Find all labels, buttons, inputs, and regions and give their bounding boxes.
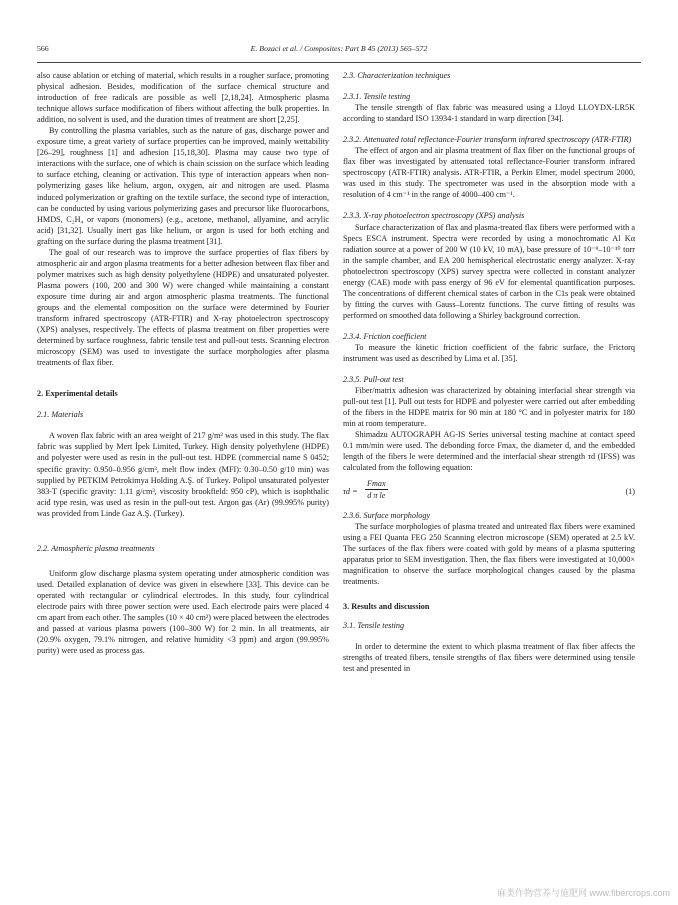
section-heading: 3. Results and discussion bbox=[343, 601, 430, 611]
paragraph: The goal of our research was to improve the surface properties of flax fibers by atmospheric air and argon plasma treatments for a better adhesion between flax fiber and polymer matrixes such as high density polyethylene (HDPE) and unsaturated polyester. Plasma powers (100, 200 and 300 W) were changed while maintaining a constant exposure time during air and argon atmospheric plasma treatments. The functional groups and the elemental composition on the surface were determined by Fourier transform infrared spectroscopy (ATR-FTIR) and X-ray photoelectron spectroscopy (XPS) analyses, respectively. The effects of plasma treatment on fiber properties were determined by surface roughness, fabric tensile test and pull-out tests. Scanning electron microscopy (SEM) was used to investigate the surface morphologies after plasma treatments of flax fiber. bbox=[37, 247, 329, 368]
subsection-heading: 2.3. Characterization techniques bbox=[343, 71, 451, 80]
subsection-heading: 2.3.5. Pull-out test bbox=[343, 375, 404, 385]
equation-fraction bbox=[365, 478, 388, 501]
subsection-heading: 3.1. Tensile testing bbox=[343, 620, 405, 630]
right-column bbox=[343, 70, 635, 674]
subsection-heading: 2.3.3. X-ray photoelectron spectroscopy (XPS) analysis bbox=[343, 211, 525, 221]
left-column bbox=[37, 70, 329, 656]
paragraph: The effect of argon and air plasma treatment of flax fiber on the functional groups of flax fiber was investigated by attenuated total reflectance-Fourier transform infrared spectroscopy (ATR-FTIR) analysis. ATR-FTIR, a Perkin Elmer, model spectrum 2000, was used in this study. The spectrometer was used in the absorption mode with a resolution of 4 cm⁻¹ in the range of 4000–400 cm⁻¹. bbox=[343, 146, 635, 200]
paragraph: The surface morphologies of plasma treated and untreated flax fibers were examined using a FEI Quanta FEG 250 Scanning electron microscope (SEM) operated at 2.5 kV. The surfaces of the flax fibers were coated with gold by means of a plasma sputtering apparatus prior to SEM investigation. Then, the flax fibers were investigated at 10,000× magnification to observe the surface morphological changes caused by the plasma treatments. bbox=[343, 521, 635, 586]
subsection-heading: 2.1. Materials bbox=[37, 410, 84, 420]
subsection-heading: 2.2. Atmospheric plasma treatments bbox=[37, 543, 155, 553]
paragraph: To measure the kinetic friction coefficient of the fabric surface, the Frictorq instrument was used as described by Lima et al. [35]. bbox=[343, 342, 635, 364]
equation bbox=[343, 478, 635, 506]
paragraph: Uniform glow discharge plasma system operating under atmospheric condition was used. Detailed explanation of device was given in elsewhere [33]. This device can be operated with rectangular or cylindrical electrodes. In this study, four cylindrical electrode pairs with three power section were used. Each electrode pairs were placed 4 cm apart from each other. The samples (10 × 40 cm²) were placed between the electrodes and passed at various plasma powers (100–300 W) for 2 min. In all treatments, air (20.9% oxygen, 79.1% nitrogen, and relative humidity <3 ppm) and argon (99.995% purity) were used as process gas. bbox=[37, 568, 329, 656]
header-rule bbox=[37, 62, 641, 63]
paragraph: By controlling the plasma variables, such as the nature of gas, discharge power and exposure time, a great variety of surface properties can be improved, mainly wettability [26–29], roughness [1] and adhesion [15,18,30]. Plasma may cause two type of interactions with the surface, one of which is chain scission on the surface which leading to surface etching, cleaning or activation. This type of interaction appears when non-polymerizing gases like helium, argon, oxygen, air and nitrogen are used. Plasma induced polymerization or grafting on the textile surface, the second type of interaction, can be conducted by using various polymerizing gases and precursor like fluorocarbons, HMDS, C₂H₄ or vapors (monomers) (e.g., acetone, methanol, allyamine, and acrylic acid) [31,32]. Usually inert gas like helium, or argon is used for both etching and grafting on the surface during the plasma treatment [31]. bbox=[37, 126, 329, 246]
paragraph: A woven flax fabric with an area weight of 217 g/m² was used in this study. The flax fabric was supplied by Mert İpek Limited, Turkey. High density polyethylene (HDPE) and polyester were used as resin in the pull-out test. HDPE (commercial name S 0452; specific gravity: 0.950–0.956 g/cm³, melt flow index (MFI): 0.30–0.50 g/10 min) was supplied by PETKIM Petrokimya Holding A.Ş. of Turkey. Polipol unsaturated polyester 383-T (specific gravity: 1.11 g/cm³, viscosity brookfield: 950 cP), which is isophthalic acid type resin, was used as resin in the pull-out test. Argon gas (Ar) (99.995% purity) was provided from Linde Gaz A.Ş. (Turkey). bbox=[37, 431, 329, 518]
page-number: 566 bbox=[37, 44, 49, 53]
subsection-heading: 2.3.2. Attenuated total reflectance-Fourier transform infrared spectroscopy (ATR-FTIR) bbox=[343, 135, 632, 145]
page-header bbox=[37, 44, 641, 58]
equation-numerator: Fmax bbox=[365, 478, 388, 490]
equation-number: (1) bbox=[625, 486, 635, 496]
paragraph: Surface characterization of flax and plasma-treated flax fibers were performed with a Specs ESCA instrument. Spectra were recorded by using a monochromatic Al Kα radiation source at a power of 200 W (10 kV, 10 mA), base pressure of 10⁻⁹–10⁻¹⁰ torr in the sample chamber, and EA 200 hemispherical electrostatic energy analyzer. X-ray photoelectron spectroscopy (XPS) survey spectra were collected in constant analyzer energy (CAE) mode with pass energy of 96 eV for elemental quantification purposes. The concentrations of different chemical states of carbon in the C1s peak were obtained by fitting the curves with Gauss–Lorentz functions. The curve fitting of results was performed on smoothed data following a Shirley background correction. bbox=[343, 222, 635, 320]
running-title: E. Bozaci et al. / Composites: Part B 45 (2013) 565–572 bbox=[250, 44, 428, 53]
paragraph: Shimadzu AUTOGRAPH AG-IS Series universal testing machine at contact speed 0.1 mm/min were used. The debonding force Fmax, the diameter d, and the embedded length of the fibers le were determined and the interfacial shear strength τd (IFSS) was calculated from the following equation: bbox=[343, 430, 635, 473]
subsection-heading: 2.3.6. Surface morphology bbox=[343, 510, 431, 520]
paragraph: The tensile strength of flax fabric was measured using a Lloyd LLOYDX-LR5K according to standard ISO 13934-1 standard in warp direction [34]. bbox=[343, 103, 635, 124]
section-heading: 2. Experimental details bbox=[37, 389, 118, 399]
watermark: 麻类作物营养与施肥网 www.fibercrops.com bbox=[496, 888, 670, 898]
equation-lhs: τd = bbox=[343, 486, 358, 496]
subsection-heading: 2.3.1. Tensile testing bbox=[343, 92, 411, 102]
subsection-heading: 2.3.4. Friction coefficient bbox=[343, 331, 427, 341]
paragraph: In order to determine the extent to which plasma treatment of flax fiber affects the strengths of treated fibers, tensile strengths of flax fibers were determined using tensile test and presented in bbox=[343, 641, 635, 674]
paragraph: Fiber/matrix adhesion was characterized by obtaining interfacial shear strength via pull-out test [1]. Pull out tests for HDPE and polyester were carried out after embedding of the fibers in the HDPE matrix for 90 min at 180 °C and in polyester matrix for 180 min at room temperature. bbox=[343, 386, 635, 429]
equation-denominator: d π le bbox=[367, 490, 386, 500]
paragraph: also cause ablation or etching of material, which results in a rougher surface, promoting physical adhesion. Besides, modification of the surface chemical structure and introduction of free radicals are possible as well [2,18,24]. Atmospheric plasma technique allows surface modification of fibers without affecting the bulk properties. In addition, no solvent is used, and the duration times of treatment are short [2,25]. bbox=[37, 71, 329, 125]
